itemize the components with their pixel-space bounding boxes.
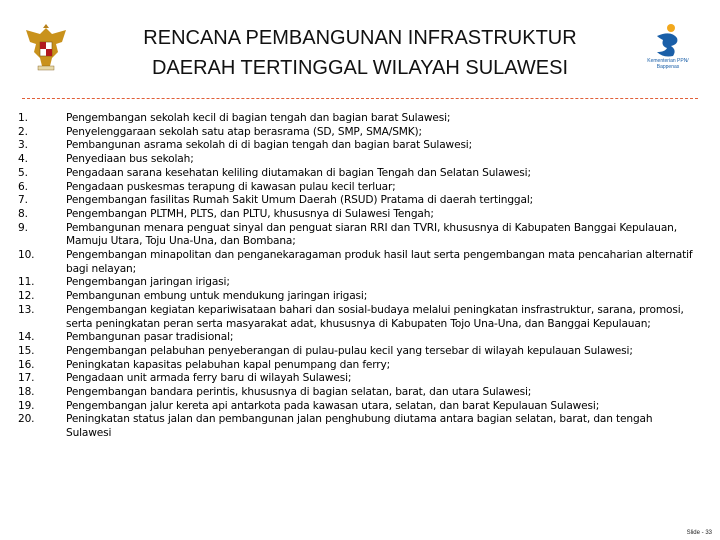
list-item-number: 13. bbox=[18, 303, 35, 316]
list-item bbox=[18, 413, 698, 440]
list-item-text: Pembangunan asrama sekolah di di bagian tengah dan bagian barat Sulawesi; bbox=[66, 139, 473, 152]
list-item-number: 12. bbox=[18, 290, 35, 303]
list-item-text: Pengembangan fasilitas Rumah Sakit Umum Daerah (RSUD) Pratama di daerah tertinggal; bbox=[66, 194, 534, 207]
list-item bbox=[18, 194, 698, 208]
list-item bbox=[18, 386, 698, 400]
list-item-text: Pengembangan kegiatan kepariwisataan bahari dan sosial-budaya melalui peningkatan insfrastruktur, sarana, promosi, serta peningkatan peran serta masyarakat adat, khususnya di Kabupaten Tojo Una-Una, dan Banggai Kepulauan; bbox=[66, 303, 684, 330]
list-item bbox=[18, 139, 698, 153]
list-item bbox=[18, 290, 698, 304]
list-item-number: 10. bbox=[18, 249, 35, 262]
list-item-text: Peningkatan status jalan dan pembangunan jalan penghubung diutama antara bagian selatan, barat, dan tengah Sulawesi bbox=[66, 413, 653, 440]
list-item bbox=[18, 208, 698, 222]
bappenas-logo bbox=[636, 22, 700, 78]
list-item-number: 7. bbox=[18, 194, 28, 207]
bappenas-logo-icon bbox=[651, 22, 685, 58]
list-item-text: Peningkatan kapasitas pelabuhan kapal penumpang dan ferry; bbox=[66, 358, 391, 371]
list-item-number: 5. bbox=[18, 166, 28, 179]
list-item-text: Pembangunan pasar tradisional; bbox=[66, 331, 234, 344]
list-item-number: 6. bbox=[18, 180, 28, 193]
list-item bbox=[18, 112, 698, 126]
list-item-text: Pengadaan sarana kesehatan keliling diutamakan di bagian Tengah dan Selatan Sulawesi; bbox=[66, 166, 531, 179]
list-item bbox=[18, 181, 698, 195]
list-item-number: 15. bbox=[18, 344, 35, 357]
list-item bbox=[18, 359, 698, 373]
list-item-text: Pembangunan menara penguat sinyal dan penguat siaran RRI dan TVRI, khususnya di Kabupaten Banggai Kepulauan, Mamuju Utara, Toju Una-Una, dan Bombana; bbox=[66, 221, 677, 248]
list-item bbox=[18, 153, 698, 167]
list-item-text: Pengadaan puskesmas terapung di kawasan pulau kecil terluar; bbox=[66, 180, 396, 193]
list-item-number: 11. bbox=[18, 276, 35, 289]
list-item-text: Pengembangan PLTMH, PLTS, dan PLTU, khususnya di Sulawesi Tengah; bbox=[66, 207, 434, 220]
list-item-number: 14. bbox=[18, 331, 35, 344]
list-item bbox=[18, 331, 698, 345]
list-item-number: 19. bbox=[18, 399, 35, 412]
list-item-text: Pengadaan unit armada ferry baru di wilayah Sulawesi; bbox=[66, 372, 352, 385]
list-item-text: Penyediaan bus sekolah; bbox=[66, 153, 194, 166]
list-item-number: 1. bbox=[18, 112, 28, 124]
list-item-number: 16. bbox=[18, 358, 35, 371]
list-item-text: Pengembangan sekolah kecil di bagian tengah dan bagian barat Sulawesi; bbox=[66, 112, 451, 124]
list-item-text: Penyelenggaraan sekolah satu atap berasrama (SD, SMP, SMA/SMK); bbox=[66, 125, 422, 138]
list-item-number: 2. bbox=[18, 125, 28, 138]
list-item-number: 3. bbox=[18, 139, 28, 152]
list-item bbox=[18, 249, 698, 276]
title-line-1: RENCANA PEMBANGUNAN INFRASTRUKTUR bbox=[143, 27, 577, 49]
header-divider bbox=[22, 98, 698, 99]
list-item-number: 4. bbox=[18, 153, 28, 166]
logo-text-1: Kementerian PPN/ bbox=[647, 58, 689, 64]
list-item bbox=[18, 400, 698, 414]
list-item-number: 18. bbox=[18, 386, 35, 399]
slide-title bbox=[100, 23, 620, 83]
list-item-number: 20. bbox=[18, 413, 35, 426]
list-item-text: Pengembangan jaringan irigasi; bbox=[66, 276, 230, 289]
list-item bbox=[18, 276, 698, 290]
numbered-list bbox=[18, 112, 698, 441]
list-item bbox=[18, 372, 698, 386]
list-item-text: Pengembangan minapolitan dan penganekaragaman produk hasil laut serta pengembangan mata pencaharian alternatif bagi nelayan; bbox=[66, 249, 693, 275]
list-item bbox=[18, 345, 698, 359]
list-item-text: Pembangunan embung untuk mendukung jaringan irigasi; bbox=[66, 290, 368, 303]
slide-number: Slide - 33 bbox=[686, 530, 712, 536]
list-item-number: 9. bbox=[18, 221, 28, 234]
list-item-number: 17. bbox=[18, 372, 35, 385]
title-line-2: DAERAH TERTINGGAL WILAYAH SULAWESI bbox=[151, 57, 568, 79]
logo-text-2: Bappenas bbox=[656, 64, 680, 70]
garuda-emblem-icon bbox=[22, 22, 70, 72]
list-item-text: Pengembangan jalur kereta api antarkota pada kawasan utara, selatan, dan barat Kepulauan Sulawesi; bbox=[66, 399, 600, 412]
list-item-number: 8. bbox=[18, 207, 28, 220]
list-item bbox=[18, 222, 698, 249]
list-item bbox=[18, 126, 698, 140]
list-item bbox=[18, 167, 698, 181]
list-item-text: Pengembangan pelabuhan penyeberangan di pulau-pulau kecil yang tersebar di wilayah kepulauan Sulawesi; bbox=[66, 344, 633, 357]
list-item-text: Pengembangan bandara perintis, khususnya di bagian selatan, barat, dan utara Sulawesi; bbox=[66, 386, 532, 399]
list-item bbox=[18, 304, 698, 331]
